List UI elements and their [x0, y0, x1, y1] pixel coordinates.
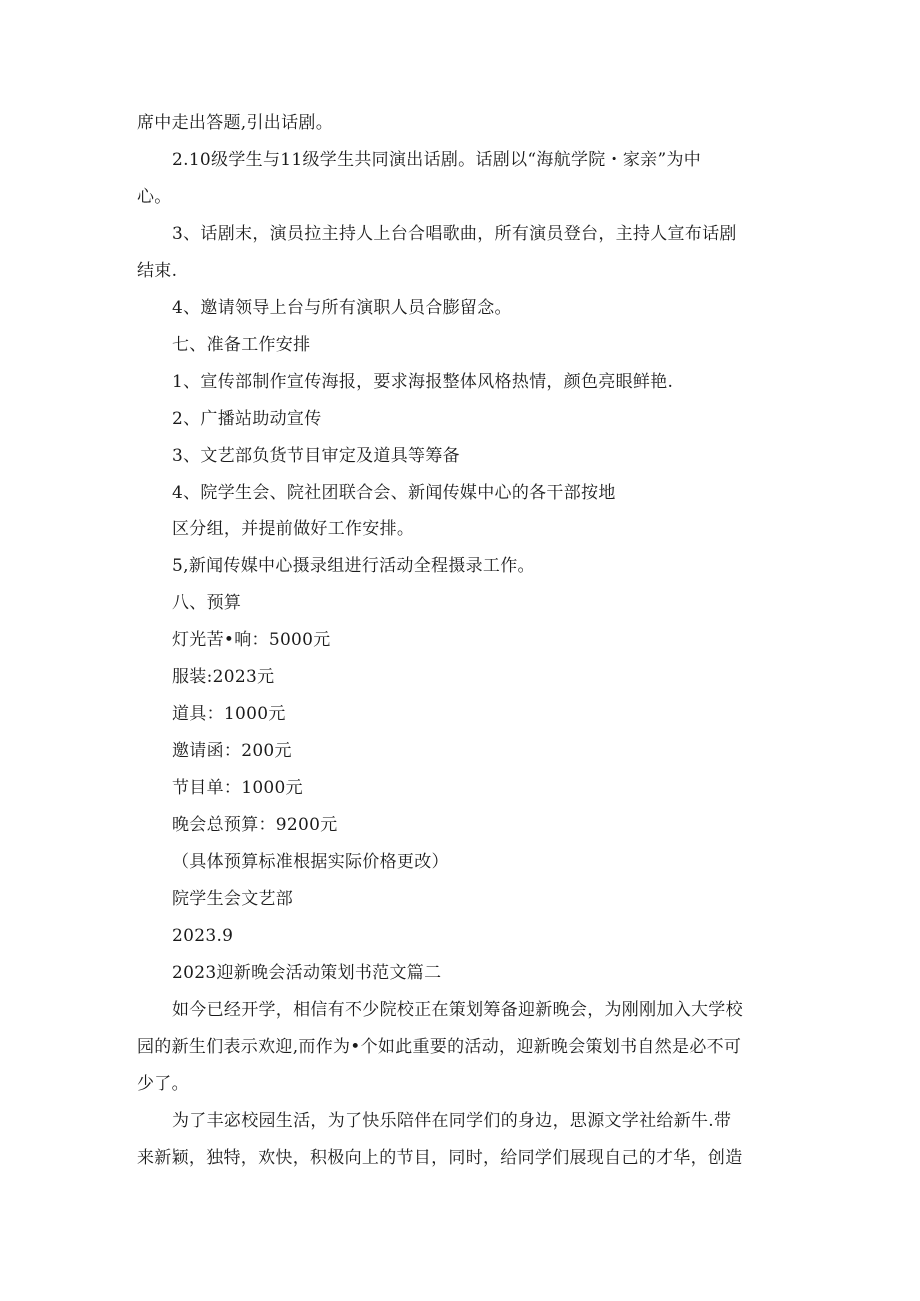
- budget-line-invitation: 邀请函：200元: [172, 741, 292, 761]
- text-line-6: 4、邀请领导上台与所有演职人员合膨留念。: [172, 298, 512, 318]
- budget-line-props: 道具：1000元: [172, 704, 286, 724]
- text-line-12: 区分组，并提前做好工作安排。: [172, 519, 415, 539]
- section-heading-8: 八、预算: [172, 593, 242, 613]
- section-heading-7: 七、准备工作安排: [172, 335, 311, 355]
- signature-date: 2023.9: [172, 926, 234, 946]
- signature-department: 院学生会文艺部: [172, 889, 294, 909]
- text-line-10: 3、文艺部负货节目审定及道具等筹备: [172, 446, 460, 466]
- text-line-8: 1、宣传部制作宣传海报，要求海报整体风格热情，颜色亮眼鲜艳.: [172, 372, 674, 392]
- text-line-29: 来新颖，独特，欢快，积极向上的节目，同时，给同学们展现自己的才华，创造: [137, 1148, 743, 1168]
- text-line-9: 2、广播站助动宣传: [172, 409, 322, 429]
- text-line-4: 3、话剧末，演员拉主持人上台合唱歌曲，所有演员登台，主持人宣布话剧: [172, 224, 737, 244]
- text-line-27: 少了。: [137, 1074, 189, 1094]
- text-line-25: 如今已经开学，相信有不少院校正在策划筹备迎新晚会，为刚刚加入大学校: [172, 1000, 743, 1020]
- text-line-28: 为了丰宓校园生活，为了快乐陪伴在同学们的身边，思源文学社给新牛.带: [172, 1111, 732, 1131]
- budget-line-total: 晚会总预算：9200元: [172, 815, 338, 835]
- budget-line-program: 节目单：1000元: [172, 778, 303, 798]
- text-line-3: 心。: [137, 187, 172, 207]
- text-line-11: 4、院学生会、院社团联合会、新闻传媒中心的各干部按地: [172, 483, 616, 503]
- budget-note: （具体预算标准根据实际价格更改）: [172, 852, 449, 872]
- budget-line-lighting: 灯光苦•响：5000元: [172, 630, 331, 650]
- text-line-2: 2.10级学生与11级学生共同演出话剧。话剧以“海航学院・家亲”为中: [172, 150, 702, 170]
- text-line-5: 结束.: [137, 261, 178, 281]
- text-line-13: 5,新闻传媒中心摄录组进行活动全程摄录工作。: [172, 556, 535, 576]
- text-line-1: 席中走出答题,引出话剧。: [137, 113, 334, 133]
- text-line-26: 园的新生们表示欢迎,而作为•个如此重要的活动，迎新晚会策划书自然是必不可: [137, 1037, 742, 1057]
- budget-line-costume: 服装:2023元: [172, 667, 275, 687]
- article-title-2: 2023迎新晚会活动策划书范文篇二: [172, 963, 442, 983]
